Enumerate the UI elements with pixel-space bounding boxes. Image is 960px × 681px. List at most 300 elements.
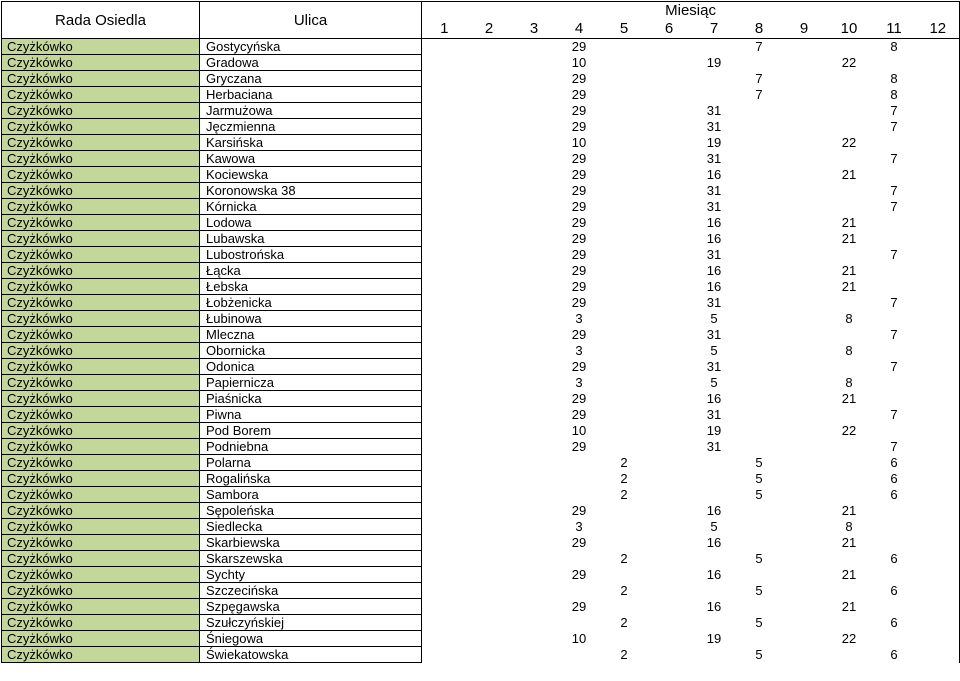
cell-month-1 [422, 455, 467, 471]
cell-month-11: 7 [890, 359, 898, 374]
cell-month-4: 29 [571, 295, 587, 310]
cell-ulica: Łubinowa [200, 311, 422, 327]
cell-month-10 [827, 87, 872, 103]
cell-month-10: 22 [841, 631, 857, 646]
table-row [2, 455, 960, 471]
table-row [2, 567, 960, 583]
cell-month-8: 5 [755, 455, 763, 470]
cell-month-4: 29 [571, 535, 587, 550]
cell-month-11: 7 [890, 247, 898, 262]
cell-month-8 [737, 167, 782, 183]
cell-month-12 [917, 39, 960, 55]
cell-ulica: Odonica [200, 359, 422, 375]
cell-month-9 [782, 487, 827, 503]
cell-month-12 [917, 55, 960, 71]
cell-month-1 [422, 183, 467, 199]
cell-month-12 [917, 199, 960, 215]
cell-month-3 [512, 455, 557, 471]
cell-month-7: 19 [706, 423, 722, 438]
cell-month-10: 22 [841, 423, 857, 438]
cell-month-4: 10 [571, 55, 587, 70]
cell-month-5 [602, 279, 647, 295]
cell-month-9 [782, 375, 827, 391]
table-body [2, 39, 960, 663]
cell-rada-osiedla: Czyżkówko [2, 343, 200, 359]
cell-month-9 [782, 71, 827, 87]
cell-month-2 [467, 567, 512, 583]
cell-month-10 [827, 183, 872, 199]
cell-month-7: 16 [706, 567, 722, 582]
cell-month-4 [557, 615, 602, 631]
cell-rada-osiedla: Czyżkówko [2, 183, 200, 199]
cell-month-6 [647, 183, 692, 199]
cell-ulica: Piaśnicka [200, 391, 422, 407]
cell-month-2 [467, 359, 512, 375]
cell-month-3 [512, 135, 557, 151]
cell-rada-osiedla: Czyżkówko [2, 615, 200, 631]
cell-month-4: 29 [571, 39, 587, 55]
cell-month-4: 3 [575, 311, 583, 326]
cell-month-11 [872, 343, 917, 359]
cell-month-6 [647, 103, 692, 119]
cell-month-6 [647, 295, 692, 311]
cell-month-3 [512, 215, 557, 231]
cell-month-5 [602, 295, 647, 311]
cell-month-3 [512, 231, 557, 247]
cell-month-8 [737, 119, 782, 135]
cell-month-11: 8 [890, 71, 898, 86]
cell-month-11: 6 [890, 471, 898, 486]
cell-month-8 [737, 311, 782, 327]
cell-month-2 [467, 183, 512, 199]
cell-month-9 [782, 39, 827, 55]
cell-month-6 [647, 615, 692, 631]
cell-month-1 [422, 359, 467, 375]
cell-month-9 [782, 583, 827, 599]
cell-month-12 [917, 183, 960, 199]
cell-month-2 [467, 311, 512, 327]
cell-month-3 [512, 279, 557, 295]
cell-month-6 [647, 519, 692, 535]
cell-month-5: 2 [620, 615, 628, 630]
cell-rada-osiedla: Czyżkówko [2, 391, 200, 407]
cell-month-12 [917, 343, 960, 359]
cell-month-2 [467, 103, 512, 119]
cell-month-3 [512, 583, 557, 599]
cell-month-1 [422, 311, 467, 327]
cell-month-3 [512, 295, 557, 311]
cell-month-8 [737, 199, 782, 215]
cell-month-7: 16 [706, 279, 722, 294]
cell-ulica: Siedlecka [200, 519, 422, 535]
cell-month-1 [422, 615, 467, 631]
cell-month-11 [872, 167, 917, 183]
cell-month-10: 8 [845, 519, 853, 534]
cell-month-12 [917, 103, 960, 119]
cell-rada-osiedla: Czyżkówko [2, 535, 200, 551]
cell-month-7 [692, 455, 737, 471]
cell-month-9 [782, 359, 827, 375]
cell-month-8 [737, 151, 782, 167]
cell-month-8: 5 [755, 471, 763, 486]
cell-month-1 [422, 263, 467, 279]
cell-month-11 [872, 535, 917, 551]
cell-month-5 [602, 135, 647, 151]
cell-month-7 [692, 583, 737, 599]
cell-month-7 [692, 71, 737, 87]
cell-month-7: 31 [706, 103, 722, 118]
cell-month-3 [512, 439, 557, 455]
cell-month-6 [647, 567, 692, 583]
cell-month-2 [467, 471, 512, 487]
cell-month-10: 21 [841, 391, 857, 406]
cell-month-4: 29 [571, 103, 587, 118]
cell-month-10: 22 [841, 55, 857, 70]
cell-month-3 [512, 263, 557, 279]
cell-month-8: 5 [755, 615, 763, 630]
cell-month-4: 3 [575, 375, 583, 390]
cell-month-1 [422, 39, 467, 55]
cell-month-4: 29 [571, 439, 587, 454]
cell-month-6 [647, 439, 692, 455]
cell-month-12 [917, 215, 960, 231]
cell-month-2 [467, 375, 512, 391]
cell-month-1 [422, 471, 467, 487]
cell-month-4 [557, 583, 602, 599]
cell-month-2 [467, 151, 512, 167]
cell-month-7: 16 [706, 263, 722, 278]
cell-month-7: 5 [710, 519, 718, 534]
cell-month-2 [467, 551, 512, 567]
cell-month-4 [557, 647, 602, 663]
cell-month-10 [827, 71, 872, 87]
cell-month-6 [647, 167, 692, 183]
cell-ulica: Łebska [200, 279, 422, 295]
cell-month-7: 5 [710, 311, 718, 326]
cell-month-1 [422, 231, 467, 247]
cell-month-1 [422, 279, 467, 295]
cell-ulica: Papiernicza [200, 375, 422, 391]
cell-rada-osiedla: Czyżkówko [2, 295, 200, 311]
cell-month-6 [647, 279, 692, 295]
cell-month-4: 29 [571, 599, 587, 614]
cell-month-2 [467, 487, 512, 503]
cell-month-3 [512, 631, 557, 647]
cell-month-10: 8 [845, 375, 853, 390]
cell-month-1 [422, 327, 467, 343]
cell-month-2 [467, 599, 512, 615]
cell-month-5: 2 [620, 647, 628, 662]
cell-month-7: 31 [706, 407, 722, 422]
table-row [2, 439, 960, 455]
cell-month-5 [602, 263, 647, 279]
cell-month-10: 21 [841, 279, 857, 294]
cell-month-2 [467, 247, 512, 263]
cell-month-12 [917, 327, 960, 343]
cell-month-8: 7 [755, 71, 763, 86]
cell-month-7: 31 [706, 295, 722, 310]
cell-month-12 [917, 391, 960, 407]
cell-month-5 [602, 407, 647, 423]
cell-month-11: 8 [890, 87, 898, 102]
cell-ulica: Pod Borem [200, 423, 422, 439]
cell-month-12 [917, 583, 960, 599]
cell-month-3 [512, 391, 557, 407]
cell-month-9 [782, 567, 827, 583]
cell-month-7: 16 [706, 503, 722, 518]
cell-month-2 [467, 423, 512, 439]
cell-month-6 [647, 311, 692, 327]
table-row [2, 103, 960, 119]
cell-month-9 [782, 295, 827, 311]
cell-ulica: Sychty [200, 567, 422, 583]
cell-month-2 [467, 391, 512, 407]
cell-month-6 [647, 151, 692, 167]
cell-month-7: 19 [706, 55, 722, 70]
cell-month-10 [827, 295, 872, 311]
cell-month-8: 7 [755, 39, 763, 55]
cell-month-7: 31 [706, 151, 722, 166]
cell-month-5 [602, 231, 647, 247]
cell-ulica: Lubawska [200, 231, 422, 247]
cell-month-6 [647, 119, 692, 135]
cell-month-3 [512, 327, 557, 343]
cell-month-5 [602, 167, 647, 183]
cell-month-7: 31 [706, 183, 722, 198]
cell-month-2 [467, 199, 512, 215]
cell-month-5 [602, 39, 647, 55]
cell-month-8 [737, 519, 782, 535]
cell-month-4: 10 [571, 423, 587, 438]
cell-month-2 [467, 231, 512, 247]
cell-month-5: 2 [620, 487, 628, 502]
table-row [2, 407, 960, 423]
cell-month-3 [512, 647, 557, 663]
cell-month-1 [422, 71, 467, 87]
cell-month-10: 21 [841, 599, 857, 614]
cell-month-12 [917, 535, 960, 551]
cell-rada-osiedla: Czyżkówko [2, 631, 200, 647]
cell-month-8 [737, 439, 782, 455]
cell-month-1 [422, 103, 467, 119]
cell-month-5 [602, 55, 647, 71]
table-row [2, 71, 960, 87]
cell-month-11: 7 [890, 119, 898, 134]
cell-month-8 [737, 343, 782, 359]
cell-month-8: 7 [755, 87, 763, 102]
cell-month-5 [602, 567, 647, 583]
cell-month-10 [827, 551, 872, 567]
cell-ulica: Łobżenicka [200, 295, 422, 311]
cell-ulica: Kociewska [200, 167, 422, 183]
cell-month-9 [782, 87, 827, 103]
cell-month-1 [422, 487, 467, 503]
cell-month-1 [422, 55, 467, 71]
cell-month-7 [692, 551, 737, 567]
cell-month-3 [512, 311, 557, 327]
cell-month-4: 29 [571, 151, 587, 166]
cell-month-3 [512, 599, 557, 615]
cell-month-9 [782, 215, 827, 231]
cell-month-3 [512, 119, 557, 135]
cell-rada-osiedla: Czyżkówko [2, 583, 200, 599]
cell-month-12 [917, 471, 960, 487]
cell-month-6 [647, 583, 692, 599]
cell-month-1 [422, 151, 467, 167]
cell-month-1 [422, 551, 467, 567]
cell-month-2 [467, 39, 512, 55]
cell-rada-osiedla: Czyżkówko [2, 103, 200, 119]
cell-ulica: Szczecińska [200, 583, 422, 599]
cell-month-7 [692, 471, 737, 487]
cell-ulica: Karsińska [200, 135, 422, 151]
cell-month-5 [602, 327, 647, 343]
cell-month-11 [872, 263, 917, 279]
cell-month-7: 31 [706, 327, 722, 342]
cell-month-5 [602, 215, 647, 231]
cell-month-9 [782, 327, 827, 343]
cell-month-11: 6 [890, 583, 898, 598]
cell-month-10 [827, 151, 872, 167]
table-row [2, 119, 960, 135]
cell-month-4: 29 [571, 183, 587, 198]
table-row [2, 199, 960, 215]
cell-month-11: 6 [890, 551, 898, 566]
table-row [2, 647, 960, 663]
table-row [2, 183, 960, 199]
table-row [2, 631, 960, 647]
cell-rada-osiedla: Czyżkówko [2, 247, 200, 263]
cell-month-12 [917, 263, 960, 279]
cell-month-12 [917, 87, 960, 103]
cell-month-7 [692, 39, 737, 55]
header-month-6: 6 [647, 18, 692, 38]
header-month-3: 3 [512, 18, 557, 38]
cell-month-9 [782, 647, 827, 663]
cell-rada-osiedla: Czyżkówko [2, 263, 200, 279]
cell-month-6 [647, 535, 692, 551]
cell-month-6 [647, 327, 692, 343]
cell-ulica: Koronowska 38 [200, 183, 422, 199]
cell-month-6 [647, 551, 692, 567]
cell-rada-osiedla: Czyżkówko [2, 87, 200, 103]
cell-month-9 [782, 615, 827, 631]
cell-month-9 [782, 247, 827, 263]
cell-month-8 [737, 231, 782, 247]
cell-rada-osiedla: Czyżkówko [2, 311, 200, 327]
cell-month-3 [512, 519, 557, 535]
cell-ulica: Kórnicka [200, 199, 422, 215]
cell-month-11: 7 [890, 407, 898, 422]
header-month-2: 2 [467, 18, 512, 38]
cell-month-8 [737, 567, 782, 583]
cell-ulica: Lodowa [200, 215, 422, 231]
cell-month-3 [512, 487, 557, 503]
cell-month-5 [602, 119, 647, 135]
table-row [2, 55, 960, 71]
cell-month-9 [782, 503, 827, 519]
cell-month-3 [512, 567, 557, 583]
cell-month-5 [602, 439, 647, 455]
cell-rada-osiedla: Czyżkówko [2, 647, 200, 663]
cell-month-7: 31 [706, 247, 722, 262]
cell-month-5 [602, 359, 647, 375]
cell-month-10 [827, 247, 872, 263]
cell-month-3 [512, 151, 557, 167]
cell-month-6 [647, 343, 692, 359]
cell-month-5 [602, 599, 647, 615]
table-row [2, 327, 960, 343]
cell-month-9 [782, 55, 827, 71]
cell-month-12 [917, 455, 960, 471]
cell-rada-osiedla: Czyżkówko [2, 439, 200, 455]
cell-ulica: Jarmużowa [200, 103, 422, 119]
cell-rada-osiedla: Czyżkówko [2, 471, 200, 487]
cell-month-8 [737, 55, 782, 71]
cell-month-11: 6 [890, 455, 898, 470]
cell-month-12 [917, 503, 960, 519]
cell-month-9 [782, 119, 827, 135]
cell-month-3 [512, 375, 557, 391]
cell-month-4: 29 [571, 263, 587, 278]
cell-month-10 [827, 487, 872, 503]
cell-month-2 [467, 343, 512, 359]
cell-month-4: 29 [571, 279, 587, 294]
cell-month-3 [512, 183, 557, 199]
cell-month-7: 16 [706, 231, 722, 246]
cell-month-10: 21 [841, 535, 857, 550]
cell-month-4: 29 [571, 391, 587, 406]
cell-month-8 [737, 295, 782, 311]
cell-month-1 [422, 167, 467, 183]
cell-month-9 [782, 599, 827, 615]
cell-month-7: 31 [706, 359, 722, 374]
cell-month-10: 21 [841, 231, 857, 246]
cell-month-8: 5 [755, 487, 763, 502]
cell-month-1 [422, 343, 467, 359]
cell-rada-osiedla: Czyżkówko [2, 167, 200, 183]
cell-month-3 [512, 167, 557, 183]
cell-month-2 [467, 519, 512, 535]
cell-month-11: 6 [890, 647, 898, 662]
cell-month-5 [602, 423, 647, 439]
cell-ulica: Rogalińska [200, 471, 422, 487]
cell-month-9 [782, 439, 827, 455]
cell-month-12 [917, 519, 960, 535]
cell-month-6 [647, 215, 692, 231]
cell-month-1 [422, 423, 467, 439]
cell-month-4 [557, 551, 602, 567]
cell-rada-osiedla: Czyżkówko [2, 423, 200, 439]
cell-month-7: 5 [710, 343, 718, 358]
cell-month-9 [782, 519, 827, 535]
cell-month-11 [872, 135, 917, 151]
cell-month-5 [602, 151, 647, 167]
cell-rada-osiedla: Czyżkówko [2, 567, 200, 583]
cell-month-9 [782, 343, 827, 359]
cell-month-3 [512, 343, 557, 359]
cell-month-12 [917, 135, 960, 151]
cell-month-4: 29 [571, 199, 587, 214]
cell-month-9 [782, 183, 827, 199]
cell-ulica: Gryczana [200, 71, 422, 87]
cell-rada-osiedla: Czyżkówko [2, 519, 200, 535]
cell-month-8 [737, 103, 782, 119]
cell-month-10 [827, 39, 872, 55]
cell-ulica: Herbaciana [200, 87, 422, 103]
cell-month-3 [512, 615, 557, 631]
cell-month-6 [647, 375, 692, 391]
